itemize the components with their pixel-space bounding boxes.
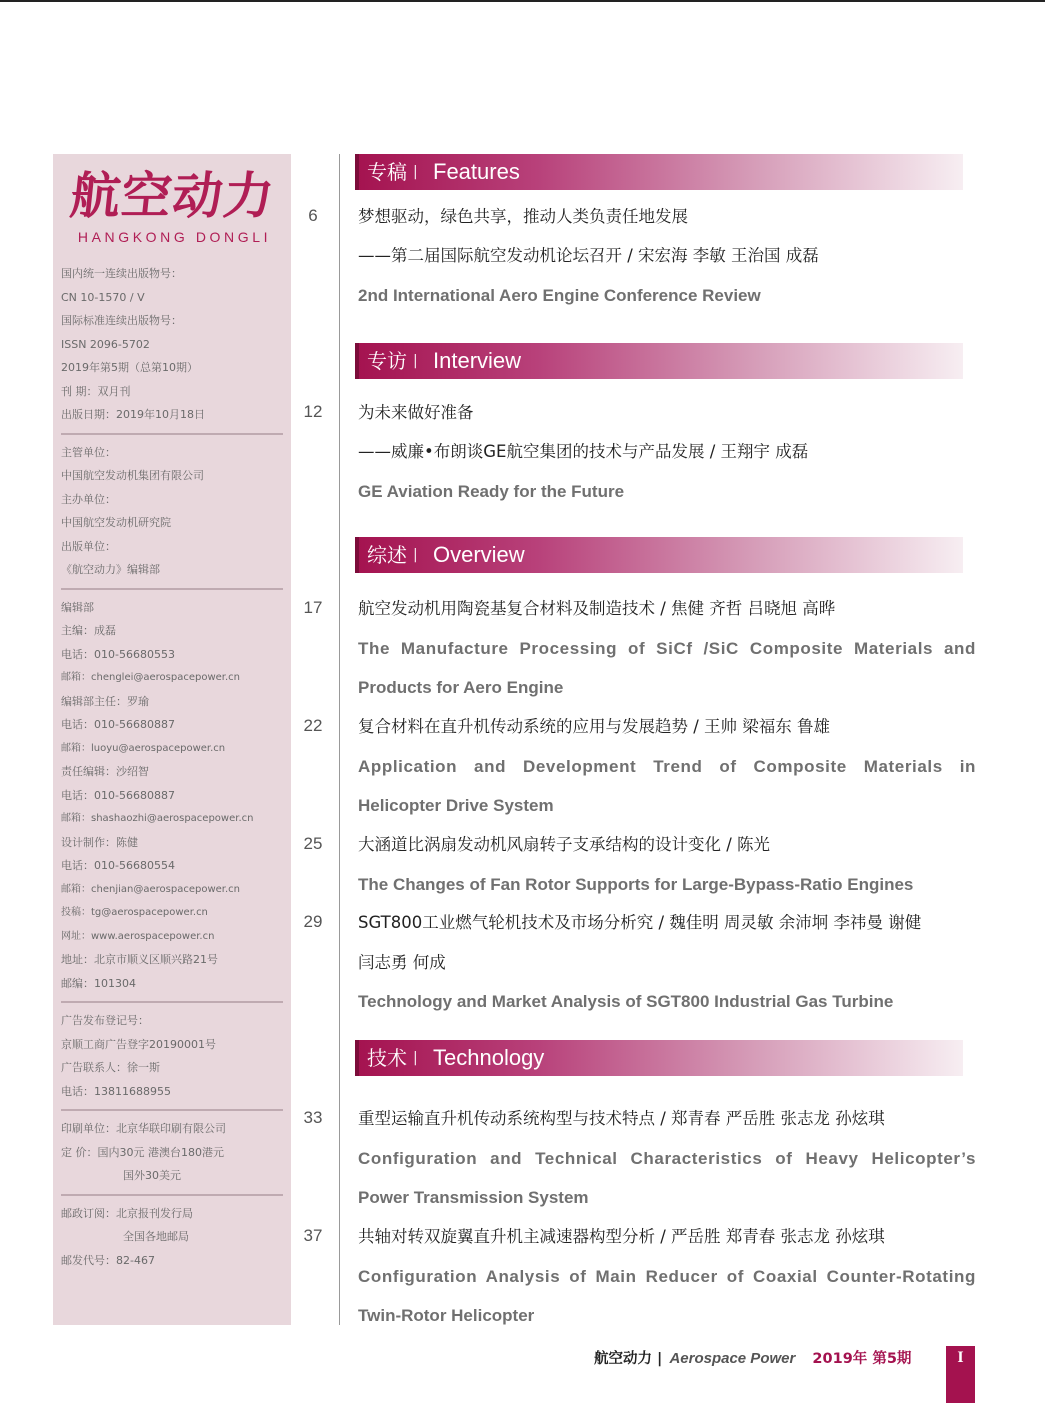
section-title-en: Technology — [433, 1045, 545, 1070]
top-rule — [0, 0, 1045, 2]
page-number: 29 — [303, 912, 323, 931]
article-subtitle-zh[interactable]: ——威廉•布朗谈GE航空集团的技术与产品发展 / 王翔宇 成磊 — [358, 442, 809, 461]
section-header-technology — [355, 1040, 963, 1076]
info-line: 邮箱：chenglei@aerospacepower.cn — [61, 672, 241, 683]
section-title-en: Interview — [433, 348, 522, 373]
info-line: 印刷单位：北京华联印刷有限公司 — [61, 1122, 226, 1135]
section-header-interview — [355, 343, 963, 379]
article-title-en-cont[interactable]: Twin-Rotor Helicopter — [358, 1306, 535, 1325]
article-title-en[interactable]: Configuration Analysis of Main Reducer of Coaxial Counter-Rotating — [358, 1267, 976, 1286]
column-divider — [339, 154, 340, 1325]
info-line: 邮箱：shashaozhi@aerospacepower.cn — [61, 813, 254, 824]
section-separator: | — [413, 164, 418, 180]
info-line: 邮编：101304 — [61, 976, 136, 990]
info-line: 电话：010-56680887 — [61, 788, 175, 802]
info-line: 国外30美元 — [123, 1169, 181, 1182]
section-separator: | — [413, 353, 418, 369]
info-line: 编辑部主任：罗瑜 — [61, 694, 149, 708]
article-title-zh[interactable]: 共轴对转双旋翼直升机主减速器构型分析 / 严岳胜 郑青春 张志龙 孙炫琪 — [358, 1227, 885, 1246]
info-line: ISSN 2096-5702 — [61, 337, 150, 351]
info-line: 全国各地邮局 — [123, 1230, 189, 1243]
section-separator: | — [413, 547, 418, 563]
section-title-zh: 技术 — [367, 1046, 407, 1070]
info-line: 2019年第5期（总第10期） — [61, 361, 198, 374]
divider — [61, 1001, 283, 1003]
section-title-zh: 专访 — [367, 349, 407, 373]
article-title-zh[interactable]: 航空发动机用陶瓷基复合材料及制造技术 / 焦健 齐哲 吕晓旭 高晔 — [358, 599, 836, 618]
info-line: 邮箱：luoyu@aerospacepower.cn — [61, 742, 226, 754]
info-line: 邮政订阅：北京报刊发行局 — [61, 1206, 193, 1220]
info-block-subscription — [61, 1202, 286, 1273]
info-line: 国际标准连续出版物号： — [61, 314, 182, 327]
info-line: 编辑部 — [61, 600, 94, 614]
section-title-zh: 专稿 — [367, 160, 407, 184]
divider — [61, 588, 283, 590]
info-line: 地址：北京市顺义区顺兴路21号 — [61, 953, 218, 966]
article-title-en[interactable]: The Changes of Fan Rotor Supports for Large-Bypass-Ratio Engines — [358, 875, 914, 894]
info-line: 中国航空发动机研究院 — [61, 516, 171, 529]
info-block-advertising — [61, 1009, 286, 1103]
info-line: 中国航空发动机集团有限公司 — [61, 469, 204, 482]
section-header-overview — [355, 537, 963, 573]
info-line: 广告联系人：徐一斯 — [61, 1061, 160, 1074]
info-line: 电话：010-56680887 — [61, 718, 175, 731]
masthead-sidebar — [53, 154, 291, 1325]
info-line: 广告发布登记号： — [61, 1014, 149, 1027]
info-line: 设计制作：陈健 — [61, 835, 138, 849]
info-line: 刊 期：双月刊 — [61, 384, 131, 398]
section-title-zh: 综述 — [367, 543, 407, 567]
info-line: CN 10-1570 / V — [61, 290, 145, 304]
info-line: 京顺工商广告登字20190001号 — [61, 1037, 216, 1051]
masthead-info — [61, 262, 286, 1272]
article-title-zh[interactable]: SGT800工业燃气轮机技术及市场分析究 / 魏佳明 周灵敏 余沛坰 李祎曼 谢健 — [358, 913, 922, 932]
article-title-en[interactable]: GE Aviation Ready for the Future — [358, 482, 625, 501]
page-number: 22 — [303, 716, 323, 735]
section-separator: | — [413, 1050, 418, 1066]
footer-issue: 2019年 第5期 — [812, 1351, 912, 1367]
page-number: 33 — [303, 1108, 323, 1127]
article-title-en-cont[interactable]: Helicopter Drive System — [358, 796, 554, 815]
info-line: 电话：010-56680554 — [61, 859, 175, 872]
page-number: 37 — [303, 1226, 323, 1245]
article-title-en[interactable]: 2nd International Aero Engine Conference Review — [358, 286, 761, 305]
page-number: 25 — [303, 834, 323, 853]
article-title-en[interactable]: The Manufacture Processing of SiCf /SiC Composite Materials and — [358, 639, 976, 658]
footer-journal-zh: 航空动力 | — [594, 1351, 663, 1367]
article-authors-cont[interactable]: 闫志勇 何成 — [358, 953, 446, 972]
info-line: 国内统一连续出版物号： — [61, 267, 182, 280]
info-line: 出版单位： — [61, 539, 116, 553]
footer-page-number: I — [957, 1349, 964, 1366]
journal-pinyin: HANGKONG DONGLI — [77, 229, 272, 245]
info-line: 网址：www.aerospacepower.cn — [61, 930, 215, 942]
article-title-zh[interactable]: 复合材料在直升机传动系统的应用与发展趋势 / 王帅 梁福东 鲁雄 — [358, 717, 831, 736]
section-title-en: Overview — [433, 542, 525, 567]
article-title-zh[interactable]: 重型运输直升机传动系统构型与技术特点 / 郑青春 严岳胜 张志龙 孙炫琪 — [358, 1109, 885, 1128]
footer-journal-en: Aerospace Power — [669, 1350, 796, 1367]
info-block-publisher — [61, 441, 286, 582]
article-title-en[interactable]: Configuration and Technical Characteristics of Heavy Helicopter’s — [358, 1149, 976, 1168]
section-title-en: Features — [433, 159, 520, 184]
info-line: 出版日期：2019年10月18日 — [61, 408, 205, 421]
divider — [61, 1194, 283, 1196]
article-title-en-cont[interactable]: Products for Aero Engine — [358, 678, 564, 697]
page-number: 17 — [303, 598, 323, 617]
info-block-editorial — [61, 596, 286, 996]
info-line: 主编：成磊 — [61, 624, 116, 637]
section-header-features — [355, 154, 963, 190]
info-block-printing — [61, 1117, 286, 1188]
divider — [61, 433, 283, 435]
page-footer — [594, 1347, 911, 1369]
article-title-en[interactable]: Technology and Market Analysis of SGT800 Industrial Gas Turbine — [358, 992, 894, 1011]
article-subtitle-zh[interactable]: ——第二届国际航空发动机论坛召开 / 宋宏海 李敏 王治国 成磊 — [358, 246, 819, 265]
page-number-box — [946, 1346, 975, 1403]
info-line: 邮发代号：82-467 — [61, 1253, 155, 1267]
journal-logo: 航空动力 — [67, 167, 278, 225]
info-line: 主管单位： — [61, 445, 116, 459]
info-block-publication — [61, 262, 286, 427]
article-title-zh[interactable]: 梦想驱动，绿色共享，推动人类负责任地发展 — [358, 207, 688, 226]
info-line: 责任编辑：沙绍智 — [61, 765, 149, 778]
page-number: 12 — [303, 402, 323, 421]
info-line: 《航空动力》编辑部 — [61, 563, 160, 576]
article-title-en[interactable]: Application and Development Trend of Composite Materials in — [358, 757, 976, 776]
info-line: 电话：010-56680553 — [61, 647, 175, 661]
divider — [61, 1109, 283, 1111]
info-line: 主办单位： — [61, 492, 116, 506]
info-line: 定 价：国内30元 港澳台180港元 — [61, 1145, 224, 1159]
info-line: 投稿：tg@aerospacepower.cn — [61, 907, 208, 918]
page-number: 6 — [308, 206, 318, 225]
info-line: 邮箱：chenjian@aerospacepower.cn — [61, 883, 240, 895]
info-line: 电话：13811688955 — [61, 1084, 171, 1098]
article-title-zh[interactable]: 为未来做好准备 — [358, 403, 474, 422]
article-title-zh[interactable]: 大涵道比涡扇发动机风扇转子支承结构的设计变化 / 陈光 — [358, 835, 771, 854]
article-title-en-cont[interactable]: Power Transmission System — [358, 1188, 589, 1207]
